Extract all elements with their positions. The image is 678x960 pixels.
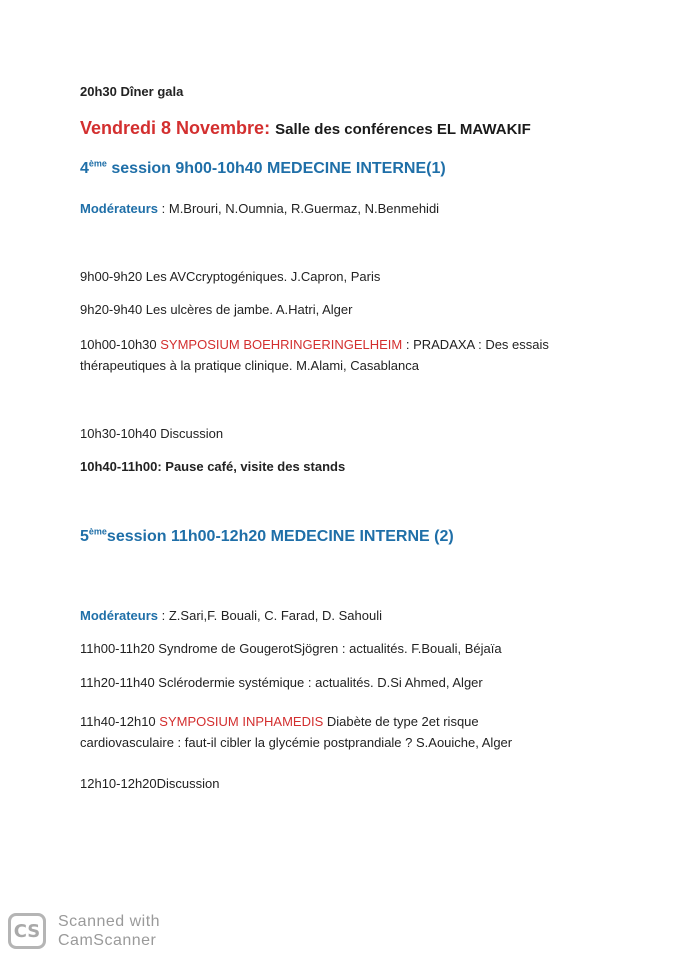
symposium-boehringer — [80, 334, 600, 376]
symposium-line-2: cardiovasculaire : faut-il cibler la glycémie postprandiale ? S.Aouiche, Alger — [80, 735, 513, 750]
diner-gala: 20h30 Dîner gala — [80, 84, 184, 99]
moderators-names: : Z.Sari,F. Bouali, C. Farad, D. Sahouli — [158, 608, 383, 623]
session-4-moderators — [80, 201, 439, 216]
session-4-title — [80, 160, 446, 178]
watermark-text — [58, 912, 160, 950]
camscanner-logo-icon: CS — [8, 913, 46, 949]
symposium-time: 11h40-12h10 — [80, 714, 160, 729]
session-4-title-text: session 9h00-10h40 MEDECINE INTERNE(1) — [106, 160, 446, 177]
symposium-time: 10h00-10h30 — [80, 337, 161, 352]
moderators-names: : M.Brouri, N.Oumnia, R.Guermaz, N.Benmehidi — [158, 201, 440, 216]
session-5-title — [80, 528, 454, 546]
program-item: 11h20-11h40 Sclérodermie systémique : actualités. D.Si Ahmed, Alger — [80, 675, 483, 690]
symposium-rest: : PRADAXA : Des essais — [402, 337, 549, 352]
day-heading — [80, 118, 531, 139]
camscanner-watermark — [8, 912, 160, 950]
program-item: 9h20-9h40 Les ulcères de jambe. A.Hatri, Alger — [80, 302, 353, 317]
program-item: 9h00-9h20 Les AVCcryptogéniques. J.Capron, Paris — [80, 269, 381, 284]
discussion-item: 12h10-12h20Discussion — [80, 776, 220, 791]
session-5-moderators — [80, 608, 382, 623]
symposium-sponsor: SYMPOSIUM INPHAMEDIS — [159, 714, 324, 729]
symposium-line-1 — [80, 334, 600, 355]
moderators-label: Modérateurs — [80, 201, 159, 216]
pause-cafe: 10h40-11h00: Pause café, visite des stands — [80, 459, 346, 474]
session-5-title-text: session 11h00-12h20 MEDECINE INTERNE (2) — [106, 528, 454, 545]
moderators-label: Modérateurs — [80, 608, 159, 623]
symposium-inphamedis — [80, 711, 600, 753]
session-5-sup: ème — [88, 526, 107, 537]
program-item: 11h00-11h20 Syndrome de GougerotSjögren : actualités. F.Bouali, Béjaïa — [80, 641, 502, 656]
watermark-line-2: CamScanner — [58, 932, 157, 949]
symposium-sponsor: SYMPOSIUM BOEHRINGERINGELHEIM — [160, 337, 403, 352]
symposium-line-2: thérapeutiques à la pratique clinique. M.Alami, Casablanca — [80, 358, 419, 373]
symposium-line-1 — [80, 711, 600, 732]
day-venue: Salle des conférences EL MAWAKIF — [275, 121, 531, 138]
watermark-line-1: Scanned with — [58, 913, 161, 930]
session-4-sup: ème — [88, 158, 107, 169]
session-5-number: 5 — [80, 528, 89, 545]
symposium-rest: Diabète de type 2et risque — [323, 714, 479, 729]
day-date: Vendredi 8 Novembre: — [80, 118, 271, 138]
discussion-item: 10h30-10h40 Discussion — [80, 426, 224, 441]
session-4-number: 4 — [80, 160, 89, 177]
